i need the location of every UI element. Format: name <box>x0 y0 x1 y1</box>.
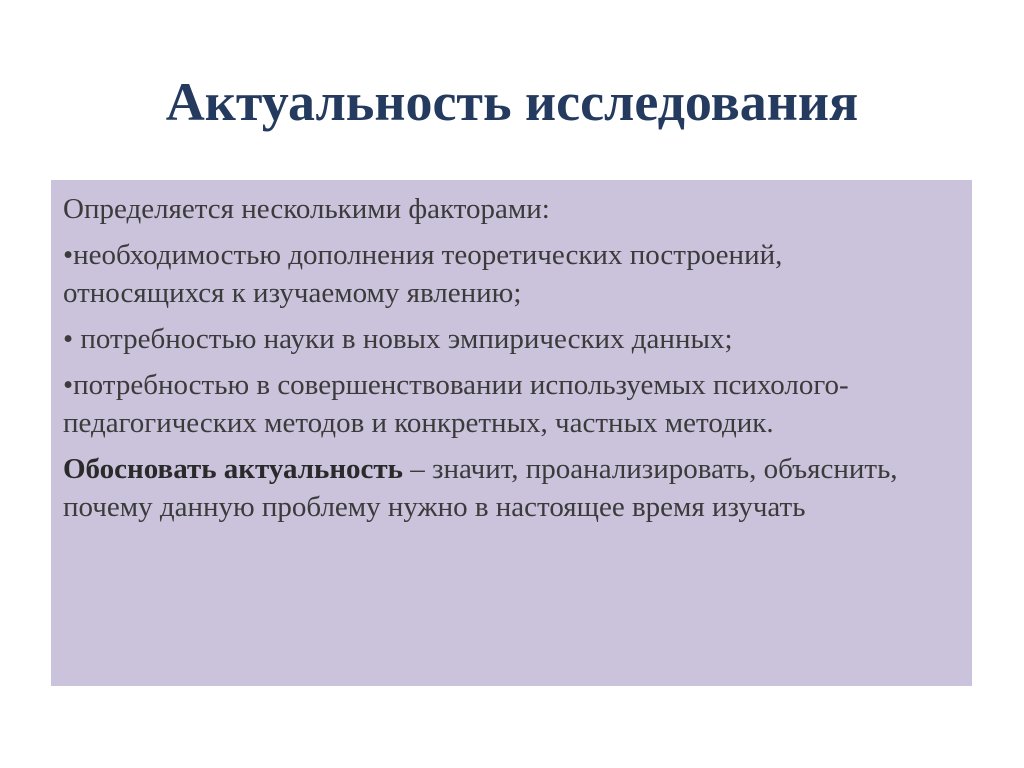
content-box <box>51 180 972 686</box>
conclusion-paragraph <box>63 450 942 526</box>
conclusion-bold-text: Обосновать актуальность <box>63 453 403 485</box>
bullet-item-3: •потребностью в совершенствовании используемых психолого-педагогических методов и конкретных, частных методик. <box>63 369 849 439</box>
bullet-item-2: • потребностью науки в новых эмпирических данных; <box>63 323 733 355</box>
bullet-item-1: •необходимостью дополнения теоретических построений, относящихся к изучаемому явлению; <box>63 239 783 309</box>
conclusion-text: – значит, проанализировать, объяснить, почему данную проблему нужно в настоящее время изучать <box>63 453 898 523</box>
intro-text: Определяется несколькими факторами: <box>63 193 550 225</box>
slide-title: Актуальность исследования <box>165 72 859 132</box>
